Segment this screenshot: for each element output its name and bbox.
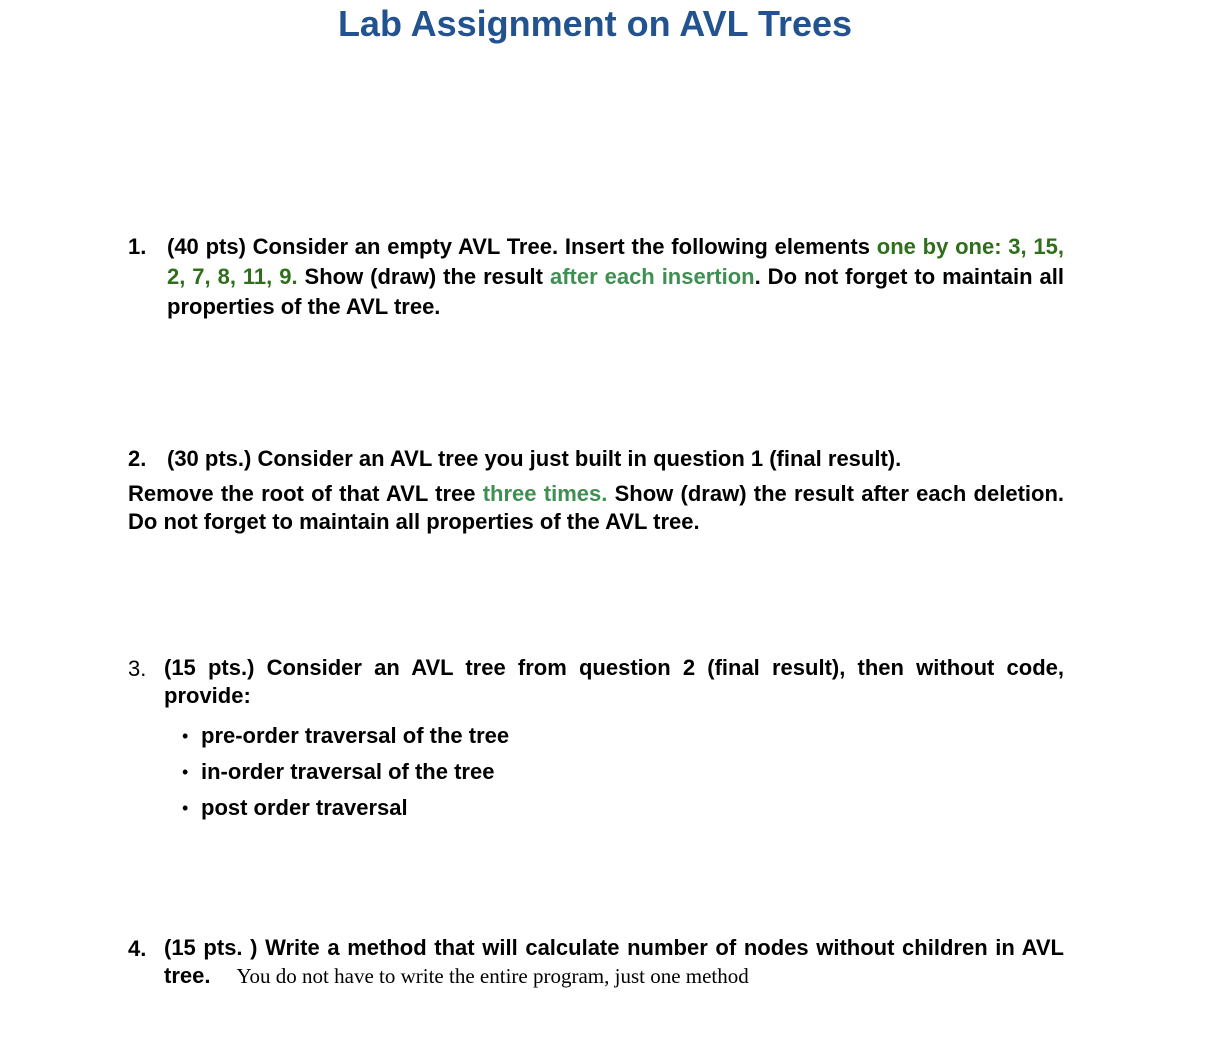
list-item-text: pre-order traversal of the tree (201, 723, 510, 748)
bullet-icon: • (182, 762, 189, 782)
question-text-part: Remove the root of that AVL tree (128, 481, 483, 506)
question-1 (128, 232, 1064, 322)
question-text (164, 934, 1064, 990)
question-text (164, 654, 1064, 826)
question-number: 2. (128, 446, 147, 471)
question-3 (128, 654, 1064, 826)
question-number: 1. (128, 234, 147, 259)
question-number: 3. (128, 656, 147, 681)
question-text-part: (40 pts) Consider an empty AVL Tree. Insert the following elements (167, 234, 877, 259)
list-item (182, 754, 1064, 790)
question-text: (30 pts.) Consider an AVL tree you just built in question 1 (final result). (167, 446, 902, 471)
bullet-icon: • (182, 798, 189, 818)
list-item (182, 790, 1064, 826)
bullet-icon: • (182, 726, 189, 746)
emphasis-sequence: one by one: 3, 15, 2, 7, 8, 11, 9. (167, 234, 1064, 289)
instruction-note: You do not have to write the entire program, just one method (236, 964, 749, 988)
page-title: Lab Assignment on AVL Trees (337, 3, 853, 44)
question-text-part: (15 pts.) Consider an AVL tree from question 2 (final result), then without code, provide: (164, 655, 1064, 708)
emphasis-phrase: after each insertion (549, 264, 755, 289)
list-item-text: post order traversal (201, 795, 408, 820)
question-4 (128, 934, 1064, 990)
question-text-part: . Do not forget to maintain all properties of the AVL tree. (167, 264, 1065, 319)
list-item-text: in-order traversal of the tree (201, 759, 495, 784)
question-number: 4. (128, 936, 147, 961)
traversal-list (164, 718, 1064, 826)
question-text-part: (15 pts. ) Write a method that will calculate number of nodes without children in AVL tree. (164, 935, 1064, 988)
question-text-part: Show (draw) the result (297, 264, 550, 289)
question-continuation (128, 480, 1064, 536)
question-text-part: Show (draw) the result after each deletion. Do not forget to maintain all properties of the AVL tree. (128, 481, 1064, 534)
emphasis-phrase: three times. (482, 481, 608, 506)
question-2 (128, 444, 1064, 536)
question-text (167, 232, 1064, 322)
list-item (182, 718, 1064, 754)
